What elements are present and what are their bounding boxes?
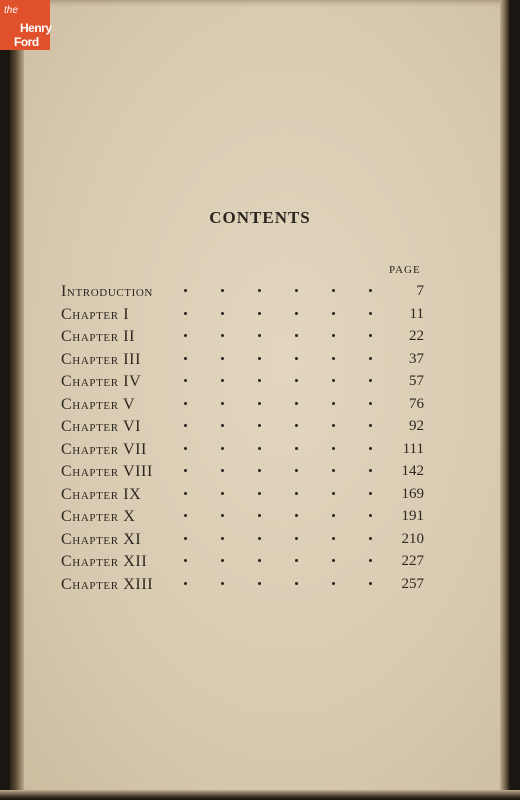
toc-entry-label: Chapter XII <box>61 553 148 570</box>
toc-entry-label: Chapter I <box>61 305 130 323</box>
toc-entry <box>61 463 424 486</box>
leader-dots <box>180 379 380 387</box>
leader-dots <box>180 582 380 590</box>
toc-entry <box>61 508 424 531</box>
toc-entry-page-number: 142 <box>401 463 424 479</box>
leader-dots <box>180 559 380 567</box>
toc-entry <box>61 531 424 554</box>
toc-entry-label: Chapter V <box>61 395 136 413</box>
leader-dots <box>180 357 380 365</box>
toc-entry <box>61 306 424 329</box>
toc-entry-label: Chapter IX <box>61 485 142 503</box>
leader-dots <box>180 424 380 432</box>
toc-entry-page-number: 227 <box>401 553 424 569</box>
leader-dots <box>180 514 380 522</box>
leader-dots <box>180 334 380 342</box>
toc-entry-label: Chapter X <box>61 508 136 525</box>
page-right-edge <box>500 0 510 800</box>
leader-dots <box>180 492 380 500</box>
page-bottom-edge <box>0 790 520 800</box>
toc-entry <box>61 441 424 464</box>
toc-entry-page-number: 37 <box>409 350 424 367</box>
toc-entry-label: Introduction <box>61 283 153 300</box>
logo-text-ford: Ford <box>14 35 39 49</box>
toc-entry-page-number: 7 <box>416 283 424 299</box>
toc-entry-label: Chapter IV <box>61 373 142 390</box>
toc-entry-page-number: 210 <box>401 530 424 547</box>
henry-ford-logo <box>0 0 50 50</box>
toc-entry-label: Chapter XI <box>61 530 142 548</box>
toc-entry <box>61 373 424 396</box>
toc-entry-page-number: 169 <box>401 485 424 502</box>
table-of-contents <box>61 283 424 598</box>
leader-dots <box>180 312 380 320</box>
toc-entry-page-number: 11 <box>409 305 424 322</box>
toc-entry <box>61 283 424 306</box>
toc-entry-label: Chapter VIII <box>61 463 153 480</box>
toc-entry-page-number: 22 <box>409 328 424 344</box>
toc-entry-page-number: 76 <box>409 395 424 412</box>
toc-entry-page-number: 111 <box>402 440 424 457</box>
toc-entry <box>61 418 424 441</box>
leader-dots <box>180 537 380 545</box>
toc-entry <box>61 351 424 374</box>
contents-heading: CONTENTS <box>209 208 311 227</box>
toc-entry <box>61 576 424 599</box>
toc-entry <box>61 328 424 351</box>
toc-entry-label: Chapter VI <box>61 418 142 435</box>
page-column-label: PAGE <box>389 264 421 276</box>
toc-entry-page-number: 92 <box>409 418 424 434</box>
toc-entry <box>61 486 424 509</box>
toc-entry-page-number: 257 <box>401 575 424 592</box>
toc-entry-label: Chapter II <box>61 328 136 345</box>
logo-text-the: the <box>4 5 18 16</box>
toc-entry <box>61 553 424 576</box>
leader-dots <box>180 289 380 297</box>
toc-entry-label: Chapter III <box>61 350 142 368</box>
leader-dots <box>180 402 380 410</box>
logo-text-henry: Henry <box>20 21 52 35</box>
toc-entry-label: Chapter VII <box>61 440 147 458</box>
toc-entry <box>61 396 424 419</box>
toc-entry-label: Chapter XIII <box>61 575 154 593</box>
leader-dots <box>180 447 380 455</box>
toc-entry-page-number: 57 <box>409 373 424 389</box>
toc-entry-page-number: 191 <box>401 508 424 524</box>
page-spine-edge <box>10 0 24 800</box>
leader-dots <box>180 469 380 477</box>
